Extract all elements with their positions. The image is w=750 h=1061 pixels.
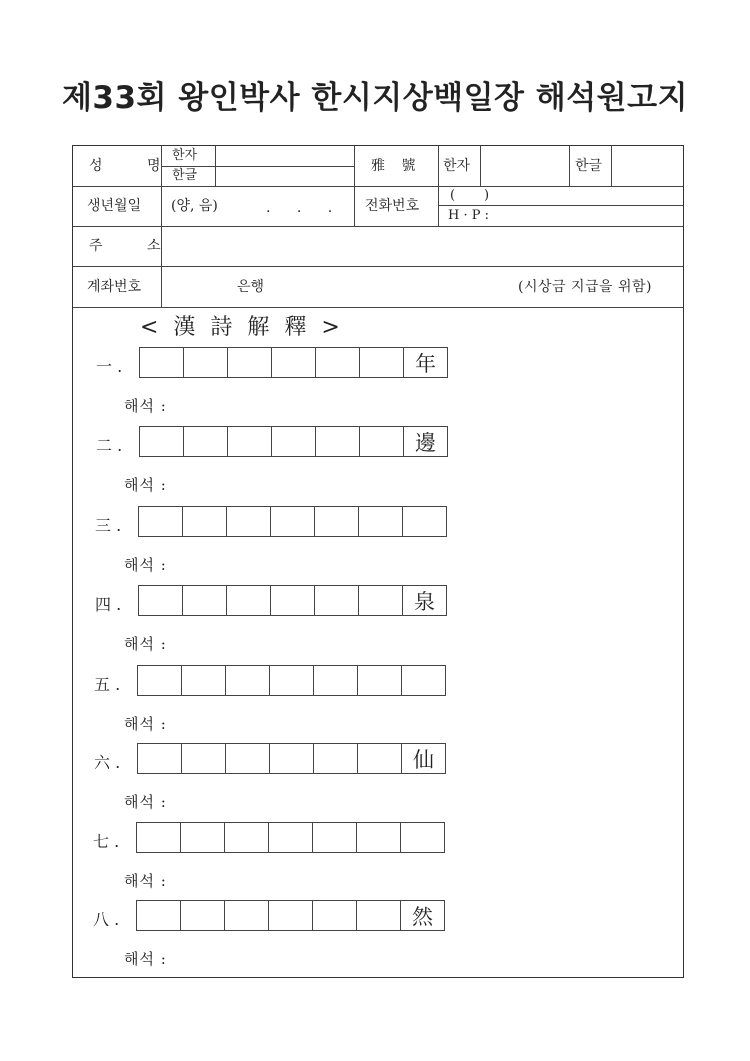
pen-name-label: 雅 號 — [371, 158, 422, 174]
row-divider — [73, 307, 683, 308]
poem-char-row — [138, 585, 447, 616]
given-char-cell — [402, 506, 447, 537]
char-cell[interactable] — [227, 347, 272, 378]
birth-label: 생년월일 — [87, 198, 142, 214]
char-cell[interactable] — [139, 426, 184, 457]
column-divider — [569, 146, 570, 186]
char-cell[interactable] — [313, 743, 358, 774]
char-cell[interactable] — [180, 900, 225, 931]
given-char-cell: 泉 — [402, 585, 447, 616]
char-cell[interactable] — [180, 822, 225, 853]
char-cell[interactable] — [313, 665, 358, 696]
phone-label: 전화번호 — [365, 198, 420, 214]
given-char-cell: 年 — [403, 347, 448, 378]
name-sub-divider — [161, 166, 354, 167]
poem-char-row — [137, 743, 446, 774]
interpretation-label: 해석 : — [124, 715, 167, 733]
char-cell[interactable] — [314, 506, 359, 537]
poem-char-row — [137, 665, 446, 696]
char-cell[interactable] — [136, 822, 181, 853]
char-cell[interactable] — [312, 822, 357, 853]
given-char-cell — [400, 822, 445, 853]
interpretation-label: 해석 : — [124, 397, 167, 415]
char-cell[interactable] — [268, 822, 313, 853]
char-cell[interactable] — [138, 585, 183, 616]
char-cell[interactable] — [356, 900, 401, 931]
char-cell[interactable] — [137, 665, 182, 696]
poem-char-row — [138, 506, 447, 537]
page-title: 제33회 왕인박사 한시지상백일장 해석원고지 — [61, 80, 689, 116]
char-cell[interactable] — [356, 822, 401, 853]
name-sub-column — [215, 146, 216, 186]
char-cell[interactable] — [183, 347, 228, 378]
char-cell[interactable] — [224, 822, 269, 853]
column-divider — [480, 146, 481, 186]
birth-dots: . . . — [266, 200, 333, 216]
char-cell[interactable] — [225, 665, 270, 696]
line-numeral: 四 . — [95, 595, 122, 614]
address-label: 주 소 — [89, 238, 181, 254]
char-cell[interactable] — [269, 743, 314, 774]
char-cell[interactable] — [269, 665, 314, 696]
line-numeral: 二 . — [96, 436, 123, 455]
char-cell[interactable] — [226, 585, 271, 616]
account-note: (시상금 지급을 위함) — [518, 279, 653, 295]
bank-label: 은행 — [237, 279, 265, 295]
interpretation-label: 해석 : — [124, 793, 167, 811]
line-numeral: 六 . — [94, 753, 121, 772]
line-numeral: 五 . — [94, 675, 121, 694]
char-cell[interactable] — [271, 347, 316, 378]
given-char-cell: 邊 — [403, 426, 448, 457]
birth-value: (양, 음) — [171, 198, 218, 214]
poem-char-row — [136, 900, 445, 931]
line-numeral: 七 . — [93, 832, 120, 851]
char-cell[interactable] — [182, 506, 227, 537]
char-cell[interactable] — [271, 426, 316, 457]
char-cell[interactable] — [182, 585, 227, 616]
column-divider — [354, 146, 355, 226]
char-cell[interactable] — [358, 506, 403, 537]
char-cell[interactable] — [137, 743, 182, 774]
char-cell[interactable] — [270, 585, 315, 616]
row-divider — [73, 186, 683, 187]
char-cell[interactable] — [139, 347, 184, 378]
char-cell[interactable] — [183, 426, 228, 457]
row-divider — [73, 226, 683, 227]
char-cell[interactable] — [136, 900, 181, 931]
char-cell[interactable] — [138, 506, 183, 537]
char-cell[interactable] — [357, 665, 402, 696]
interpretation-label: 해석 : — [124, 476, 167, 494]
interpretation-label: 해석 : — [124, 950, 167, 968]
line-numeral: 八 . — [93, 910, 120, 929]
char-cell[interactable] — [357, 743, 402, 774]
interpretation-label: 해석 : — [124, 556, 167, 574]
char-cell[interactable] — [226, 506, 271, 537]
interpretation-label: 해석 : — [124, 872, 167, 890]
given-char-cell: 仙 — [401, 743, 446, 774]
char-cell[interactable] — [224, 900, 269, 931]
poem-char-row — [139, 347, 448, 378]
name-hangul-label: 한글 — [172, 168, 198, 183]
char-cell[interactable] — [181, 665, 226, 696]
char-cell[interactable] — [359, 347, 404, 378]
column-divider — [611, 146, 612, 186]
phone-sub-divider — [438, 205, 683, 206]
char-cell[interactable] — [315, 347, 360, 378]
char-cell[interactable] — [314, 585, 359, 616]
char-cell[interactable] — [225, 743, 270, 774]
char-cell[interactable] — [358, 585, 403, 616]
hp-label: H · P : — [448, 208, 489, 223]
line-numeral: 三 . — [95, 516, 122, 535]
phone-paren: ( ) — [450, 188, 490, 203]
poem-char-row — [139, 426, 448, 457]
section-title: < 漢 詩 解 釋 > — [140, 315, 344, 340]
char-cell[interactable] — [312, 900, 357, 931]
given-char-cell — [401, 665, 446, 696]
column-divider — [438, 146, 439, 226]
pen-hanja-label: 한자 — [443, 158, 471, 174]
poem-char-row — [136, 822, 445, 853]
pen-hangul-label: 한글 — [575, 158, 603, 174]
char-cell[interactable] — [359, 426, 404, 457]
char-cell[interactable] — [315, 426, 360, 457]
char-cell[interactable] — [181, 743, 226, 774]
char-cell[interactable] — [270, 506, 315, 537]
interpretation-label: 해석 : — [124, 635, 167, 653]
name-hanja-label: 한자 — [172, 148, 198, 163]
name-label: 성 명 — [89, 158, 181, 174]
line-numeral: 一 . — [96, 357, 123, 376]
account-label: 계좌번호 — [87, 279, 142, 295]
char-cell[interactable] — [227, 426, 272, 457]
row-divider — [73, 266, 683, 267]
char-cell[interactable] — [268, 900, 313, 931]
given-char-cell: 然 — [400, 900, 445, 931]
